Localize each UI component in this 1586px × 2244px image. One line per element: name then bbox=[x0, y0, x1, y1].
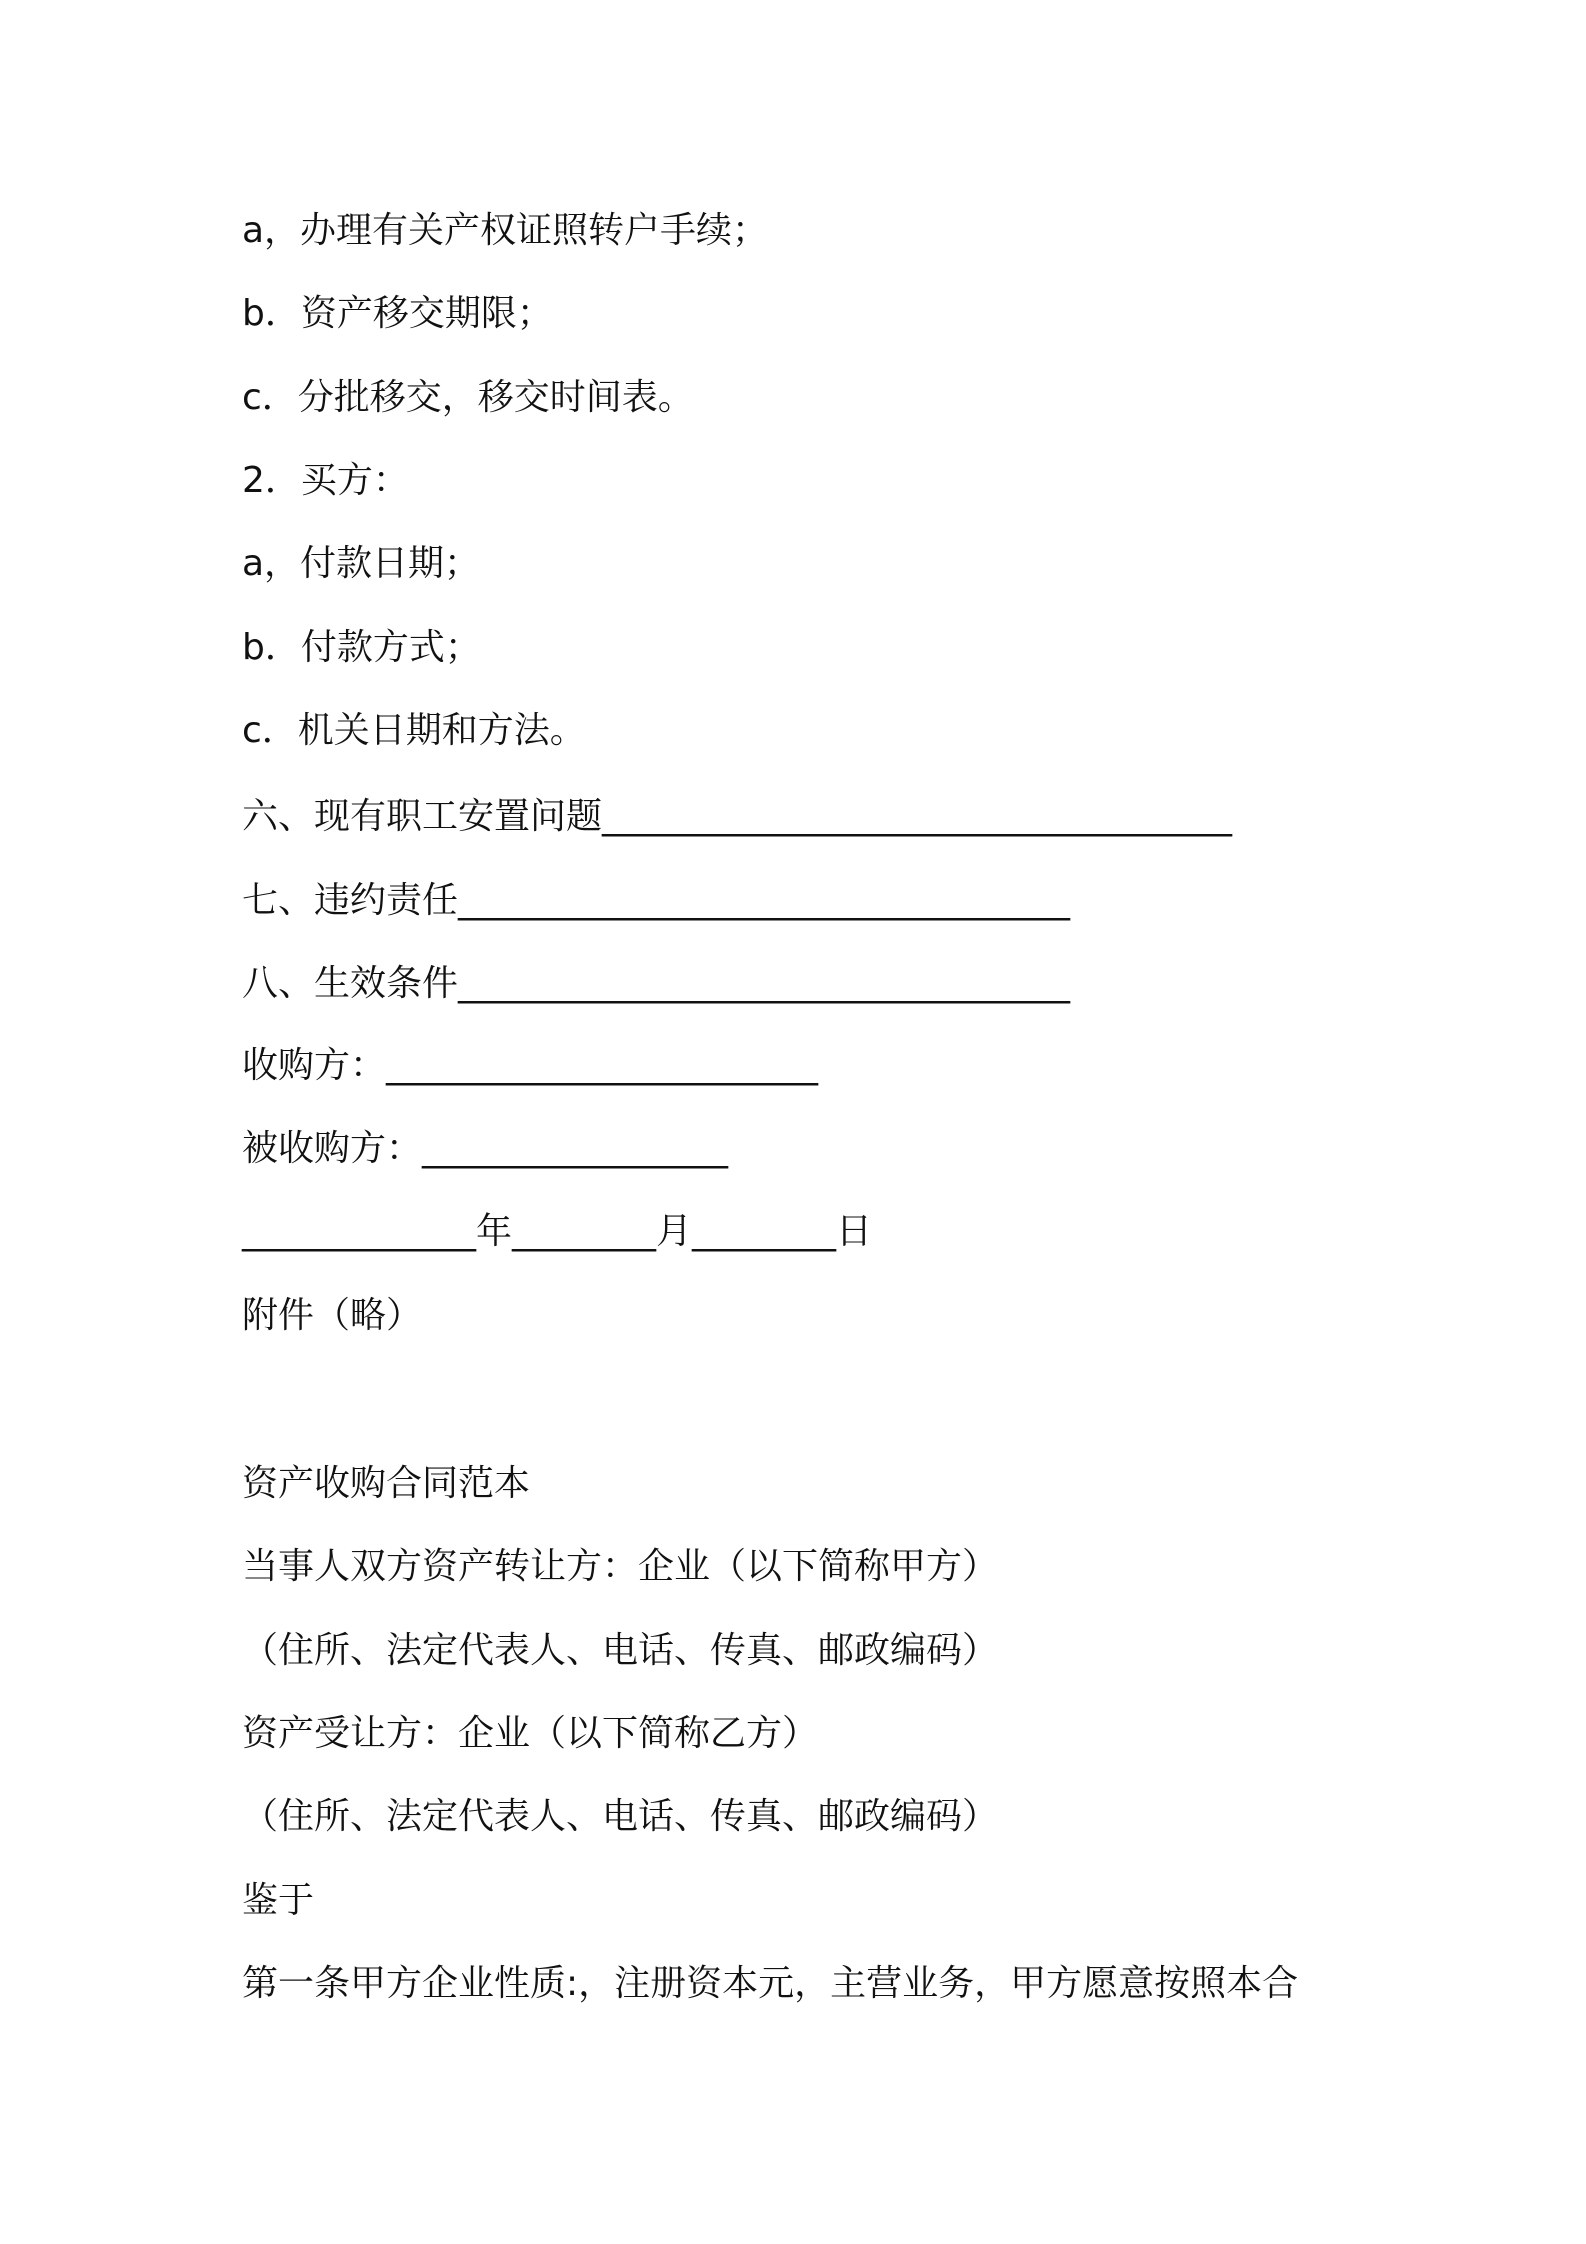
text-line-18: 资产受让方：企业（以下简称乙方） bbox=[242, 1713, 819, 1754]
text-line-21: 第一条甲方企业性质:，注册资本元，主营业务，甲方愿意按照本合 bbox=[242, 1963, 1299, 2004]
text-line-7: c．机关日期和方法。 bbox=[242, 710, 586, 751]
text-line-5: a，付款日期； bbox=[242, 543, 481, 584]
text-line-3: c．分批移交，移交时间表。 bbox=[242, 377, 694, 418]
text-line-10: 八、生效条件__________________________________ bbox=[242, 963, 1071, 1004]
text-line-8: 六、现有职工安置问题___________________________________ bbox=[242, 796, 1233, 837]
text-line-11: 收购方：________________________ bbox=[242, 1045, 819, 1086]
text-line-12: 被收购方：_________________ bbox=[242, 1128, 729, 1169]
text-line-20: 鉴于 bbox=[242, 1880, 315, 1921]
text-line-1: a，办理有关产权证照转户手续； bbox=[242, 210, 769, 251]
text-line-17: （住所、法定代表人、电话、传真、邮政编码） bbox=[242, 1630, 999, 1671]
text-line-16: 当事人双方资产转让方：企业（以下简称甲方） bbox=[242, 1546, 999, 1587]
text-line-4: 2．买方： bbox=[242, 460, 409, 501]
text-line-15: 资产收购合同范本 bbox=[242, 1463, 531, 1504]
text-line-6: b．付款方式； bbox=[242, 627, 481, 668]
text-line-9: 七、违约责任__________________________________ bbox=[242, 880, 1071, 921]
text-line-19: （住所、法定代表人、电话、传真、邮政编码） bbox=[242, 1796, 999, 1837]
text-line-13: _____________年________月________日 bbox=[242, 1211, 872, 1252]
text-line-14: 附件（略） bbox=[242, 1295, 423, 1336]
text-line-2: b．资产移交期限； bbox=[242, 293, 553, 334]
